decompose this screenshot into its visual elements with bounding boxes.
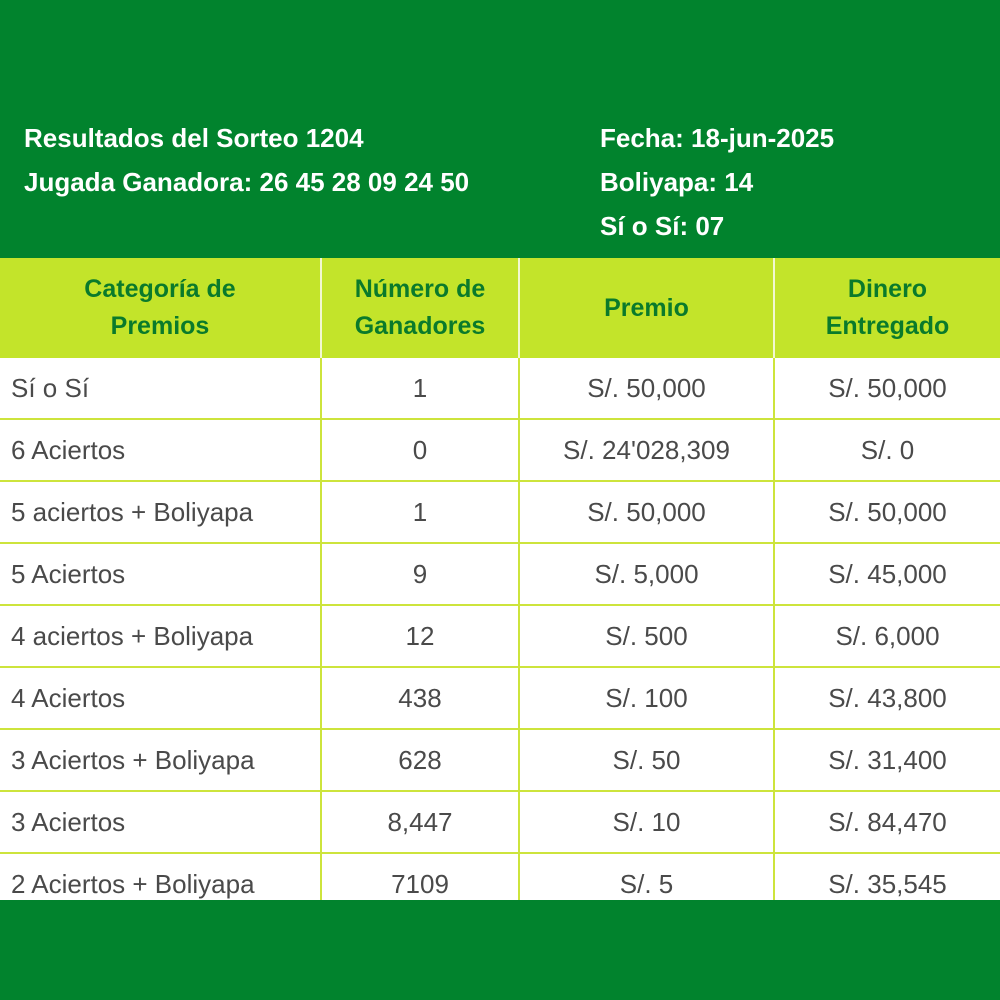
table-row xyxy=(0,791,1000,853)
cell-paid: S/. 43,800 xyxy=(774,667,1000,729)
table-row xyxy=(0,358,1000,419)
cell-category: 4 Aciertos xyxy=(0,667,321,729)
draw-info-right xyxy=(600,116,834,248)
cell-category: 5 Aciertos xyxy=(0,543,321,605)
cell-category: 2 Aciertos + Boliyapa xyxy=(0,853,321,900)
cell-prize: S/. 5 xyxy=(519,853,774,900)
cell-paid: S/. 45,000 xyxy=(774,543,1000,605)
footer-banner xyxy=(0,900,1000,1000)
cell-paid: S/. 31,400 xyxy=(774,729,1000,791)
cell-paid: S/. 35,545 xyxy=(774,853,1000,900)
cell-winners: 12 xyxy=(321,605,519,667)
cell-paid: S/. 84,470 xyxy=(774,791,1000,853)
cell-winners: 7109 xyxy=(321,853,519,900)
cell-winners: 628 xyxy=(321,729,519,791)
column-header-winners: Número de Ganadores xyxy=(321,258,519,358)
cell-prize: S/. 100 xyxy=(519,667,774,729)
cell-category: Sí o Sí xyxy=(0,358,321,419)
cell-winners: 9 xyxy=(321,543,519,605)
cell-winners: 0 xyxy=(321,419,519,481)
cell-category: 6 Aciertos xyxy=(0,419,321,481)
prize-results-table xyxy=(0,258,1000,900)
si-o-si-number: Sí o Sí: 07 xyxy=(600,211,725,241)
draw-info-left xyxy=(24,116,469,204)
cell-prize: S/. 500 xyxy=(519,605,774,667)
table-row xyxy=(0,543,1000,605)
draw-date: Fecha: 18-jun-2025 xyxy=(600,123,835,153)
cell-prize: S/. 50 xyxy=(519,729,774,791)
cell-category: 4 aciertos + Boliyapa xyxy=(0,605,321,667)
cell-prize: S/. 24'028,309 xyxy=(519,419,774,481)
column-header-paid: Dinero Entregado xyxy=(774,258,1000,358)
cell-winners: 8,447 xyxy=(321,791,519,853)
results-table-container xyxy=(0,258,1000,900)
table-row xyxy=(0,419,1000,481)
cell-paid: S/. 50,000 xyxy=(774,358,1000,419)
table-header-row xyxy=(0,258,1000,358)
cell-prize: S/. 10 xyxy=(519,791,774,853)
cell-prize: S/. 50,000 xyxy=(519,358,774,419)
draw-title: Resultados del Sorteo 1204 xyxy=(24,123,364,153)
results-header-banner xyxy=(0,0,1000,258)
table-row xyxy=(0,667,1000,729)
cell-paid: S/. 0 xyxy=(774,419,1000,481)
cell-prize: S/. 5,000 xyxy=(519,543,774,605)
table-row xyxy=(0,481,1000,543)
table-row xyxy=(0,729,1000,791)
table-row xyxy=(0,605,1000,667)
cell-winners: 1 xyxy=(321,358,519,419)
cell-category: 5 aciertos + Boliyapa xyxy=(0,481,321,543)
winning-numbers: Jugada Ganadora: 26 45 28 09 24 50 xyxy=(24,167,470,197)
cell-paid: S/. 50,000 xyxy=(774,481,1000,543)
cell-winners: 438 xyxy=(321,667,519,729)
table-row xyxy=(0,853,1000,900)
column-header-category: Categoría de Premios xyxy=(0,258,321,358)
cell-paid: S/. 6,000 xyxy=(774,605,1000,667)
boliyapa-number: Boliyapa: 14 xyxy=(600,167,754,197)
cell-category: 3 Aciertos + Boliyapa xyxy=(0,729,321,791)
column-header-prize: Premio xyxy=(519,258,774,358)
cell-prize: S/. 50,000 xyxy=(519,481,774,543)
cell-category: 3 Aciertos xyxy=(0,791,321,853)
cell-winners: 1 xyxy=(321,481,519,543)
